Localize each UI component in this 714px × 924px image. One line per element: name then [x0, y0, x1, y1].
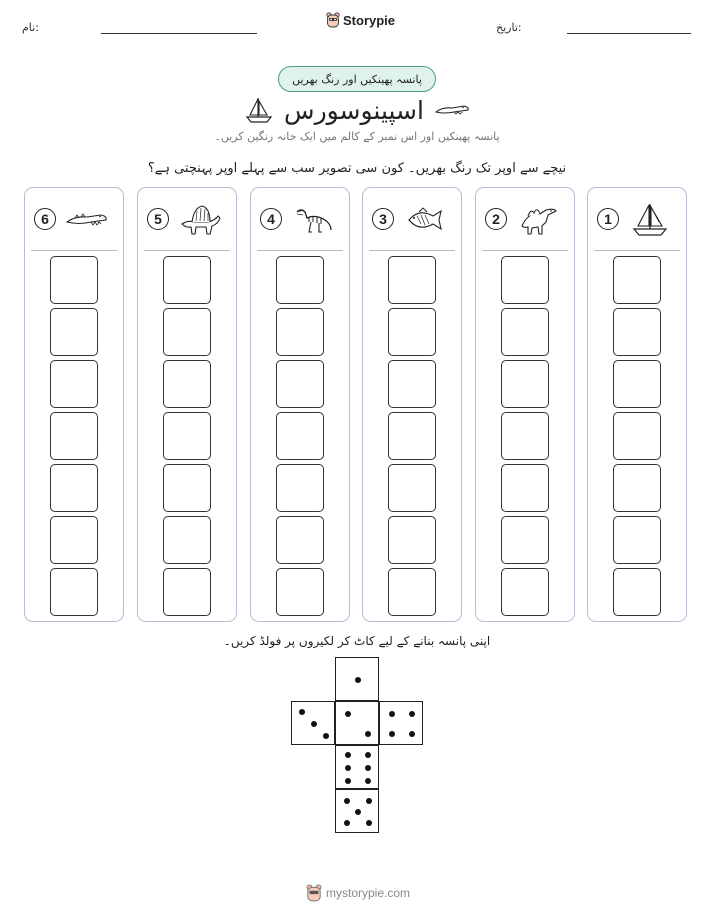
color-cell[interactable]	[163, 412, 211, 460]
column-2	[475, 187, 575, 622]
color-cell[interactable]	[163, 568, 211, 616]
color-cell[interactable]	[50, 464, 98, 512]
dice-pip	[365, 765, 371, 771]
column-6	[24, 187, 124, 622]
column-divider	[369, 250, 455, 251]
color-cell[interactable]	[613, 412, 661, 460]
color-cell[interactable]	[276, 464, 324, 512]
color-cell[interactable]	[501, 360, 549, 408]
column-3	[362, 187, 462, 622]
name-label: نام:	[22, 21, 39, 34]
color-cell[interactable]	[613, 568, 661, 616]
dice-pip	[355, 677, 361, 683]
color-cell[interactable]	[50, 256, 98, 304]
dice-pip	[345, 765, 351, 771]
color-cell[interactable]	[388, 412, 436, 460]
dice-pip	[345, 752, 351, 758]
dice-pip	[365, 778, 371, 784]
column-4	[250, 187, 350, 622]
column-number: 4	[260, 208, 282, 230]
color-cell[interactable]	[613, 256, 661, 304]
dice-pip	[366, 798, 372, 804]
color-cell[interactable]	[613, 516, 661, 564]
color-cell[interactable]	[50, 360, 98, 408]
name-line[interactable]	[101, 33, 257, 34]
color-cell[interactable]	[501, 516, 549, 564]
color-cell[interactable]	[388, 256, 436, 304]
date-label: تاریخ:	[496, 21, 522, 34]
sailboat-icon	[628, 202, 672, 238]
dice-pip	[389, 731, 395, 737]
color-cell[interactable]	[163, 256, 211, 304]
color-cell[interactable]	[50, 516, 98, 564]
footer-url[interactable]: mystorypie.com	[326, 886, 411, 900]
color-cell[interactable]	[276, 412, 324, 460]
column-divider	[31, 250, 117, 251]
color-cell[interactable]	[50, 308, 98, 356]
spinosaurus-icon	[516, 202, 560, 238]
dice-pip	[344, 820, 350, 826]
color-cell[interactable]	[388, 568, 436, 616]
crocodile-icon	[65, 202, 109, 238]
storypie-mascot-icon	[306, 884, 322, 902]
color-cell[interactable]	[501, 412, 549, 460]
dice-face-1	[335, 657, 379, 701]
column-divider	[594, 250, 680, 251]
color-cell[interactable]	[501, 464, 549, 512]
dice-pip	[345, 778, 351, 784]
column-divider	[482, 250, 568, 251]
color-cell[interactable]	[276, 360, 324, 408]
dice-pip	[355, 809, 361, 815]
dice-instruction: اپنی پانسہ بنانے کے لیے کاٹ کر لکیروں پر فولڈ کریں۔	[223, 634, 491, 648]
dice-pip	[409, 731, 415, 737]
column-number: 6	[34, 208, 56, 230]
column-5	[137, 187, 237, 622]
column-number: 1	[597, 208, 619, 230]
column-divider	[257, 250, 343, 251]
column-number: 5	[147, 208, 169, 230]
question-text: نیچے سے اوپر تک رنگ بھریں۔ کون سی تصویر سب سے پہلے اوپر پہنچتی ہے؟	[147, 161, 567, 176]
color-cell[interactable]	[501, 256, 549, 304]
dice-face-4	[379, 701, 423, 745]
dice-face-3	[291, 701, 335, 745]
color-cell[interactable]	[501, 568, 549, 616]
dice-pip	[365, 752, 371, 758]
dice-face-6	[335, 745, 379, 789]
dice-pip	[345, 711, 351, 717]
brand-logo	[326, 12, 395, 28]
color-cell[interactable]	[163, 464, 211, 512]
dice-pip	[389, 711, 395, 717]
title-row	[0, 92, 714, 128]
footer	[306, 884, 410, 902]
brand-name: Storypie	[343, 12, 396, 28]
color-cell[interactable]	[163, 516, 211, 564]
dice-pip	[365, 731, 371, 737]
column-number: 2	[485, 208, 507, 230]
color-cell[interactable]	[501, 308, 549, 356]
sailboat-icon	[244, 95, 274, 125]
color-cell[interactable]	[613, 464, 661, 512]
color-cell[interactable]	[388, 516, 436, 564]
dice-face-5	[335, 789, 379, 833]
column-divider	[144, 250, 230, 251]
page-title: اسپینوسورس	[284, 95, 424, 125]
color-cell[interactable]	[50, 412, 98, 460]
activity-pill: پانسہ پھینکیں اور رنگ بھریں	[278, 66, 436, 92]
date-line[interactable]	[567, 33, 691, 34]
color-cell[interactable]	[276, 256, 324, 304]
dice-pip	[366, 820, 372, 826]
dice-pip	[311, 721, 317, 727]
color-cell[interactable]	[613, 360, 661, 408]
color-cell[interactable]	[276, 308, 324, 356]
dice-pip	[344, 798, 350, 804]
fish-icon	[403, 202, 447, 238]
color-cell[interactable]	[276, 568, 324, 616]
column-1	[587, 187, 687, 622]
color-cell[interactable]	[276, 516, 324, 564]
color-cell[interactable]	[388, 360, 436, 408]
subtitle: پانسہ پھینکیں اور اس نمبر کے کالم میں ایک خانہ رنگین کریں۔	[214, 130, 500, 143]
dice-pip	[409, 711, 415, 717]
dice-face-2	[335, 701, 379, 745]
color-cell[interactable]	[613, 308, 661, 356]
color-cell[interactable]	[163, 360, 211, 408]
column-number: 3	[372, 208, 394, 230]
storypie-mascot-icon	[326, 12, 340, 28]
crocodile-icon	[434, 101, 470, 119]
dinosaur-skeleton-icon	[291, 202, 335, 238]
dice-pip	[299, 709, 305, 715]
color-cell[interactable]	[163, 308, 211, 356]
color-cell[interactable]	[388, 464, 436, 512]
color-cell[interactable]	[50, 568, 98, 616]
dimetrodon-icon	[178, 202, 222, 238]
color-cell[interactable]	[388, 308, 436, 356]
dice-pip	[323, 733, 329, 739]
